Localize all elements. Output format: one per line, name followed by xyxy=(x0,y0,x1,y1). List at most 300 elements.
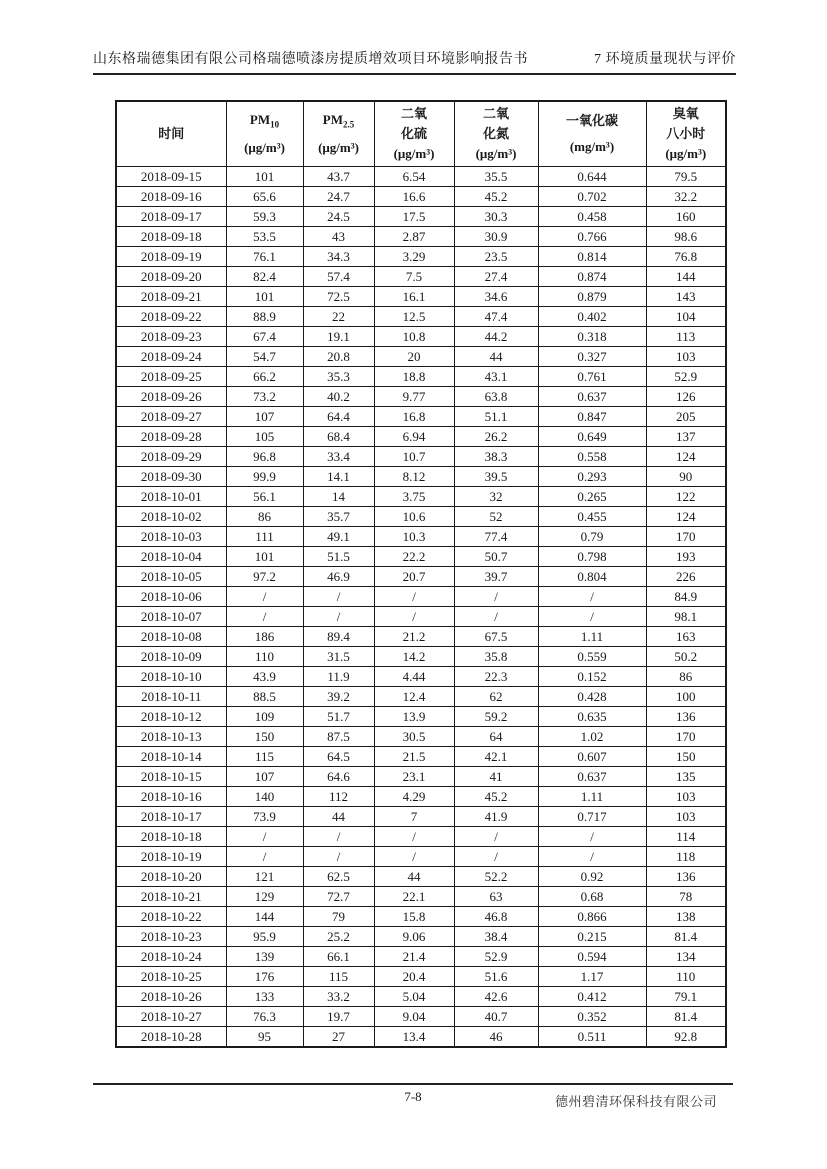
table-cell: 2018-09-26 xyxy=(116,387,226,407)
table-cell: 0.635 xyxy=(538,707,646,727)
table-cell: 42.6 xyxy=(454,987,538,1007)
table-cell: 32.2 xyxy=(646,187,726,207)
footer-company: 德州碧清环保科技有限公司 xyxy=(554,1094,717,1109)
table-row xyxy=(116,967,726,987)
table-cell: 137 xyxy=(646,427,726,447)
table-cell: 86 xyxy=(226,507,303,527)
table-cell: 56.1 xyxy=(226,487,303,507)
table-cell: / xyxy=(226,587,303,607)
table-row xyxy=(116,727,726,747)
table-cell: 114 xyxy=(646,827,726,847)
table-cell: 0.879 xyxy=(538,287,646,307)
table-cell: 64 xyxy=(454,727,538,747)
table-cell: 0.847 xyxy=(538,407,646,427)
table-cell: 76.1 xyxy=(226,247,303,267)
table-cell: 110 xyxy=(646,967,726,987)
table-row xyxy=(116,427,726,447)
table-cell: / xyxy=(303,587,374,607)
table-cell: 0.814 xyxy=(538,247,646,267)
table-cell: 2018-10-08 xyxy=(116,627,226,647)
table-cell: 92.8 xyxy=(646,1027,726,1048)
table-cell: 46.8 xyxy=(454,907,538,927)
table-cell: 86 xyxy=(646,667,726,687)
table-cell: 0.428 xyxy=(538,687,646,707)
table-cell: 6.94 xyxy=(374,427,454,447)
table-cell: 2018-10-19 xyxy=(116,847,226,867)
table-cell: 89.4 xyxy=(303,627,374,647)
table-cell: 88.9 xyxy=(226,307,303,327)
table-cell: 2018-10-06 xyxy=(116,587,226,607)
table-cell: 14.1 xyxy=(303,467,374,487)
table-cell: 98.1 xyxy=(646,607,726,627)
table-cell: 35.7 xyxy=(303,507,374,527)
table-cell: 27.4 xyxy=(454,267,538,287)
table-cell: 57.4 xyxy=(303,267,374,287)
table-cell: 33.2 xyxy=(303,987,374,1007)
table-cell: 66.2 xyxy=(226,367,303,387)
table-cell: 110 xyxy=(226,647,303,667)
table-row xyxy=(116,887,726,907)
table-cell: 2018-09-17 xyxy=(116,207,226,227)
table-cell: 186 xyxy=(226,627,303,647)
table-cell: 9.77 xyxy=(374,387,454,407)
table-cell: 0.79 xyxy=(538,527,646,547)
table-cell: / xyxy=(454,587,538,607)
table-cell: 2018-10-26 xyxy=(116,987,226,1007)
table-header-row xyxy=(116,101,726,167)
table-cell: 0.649 xyxy=(538,427,646,447)
table-cell: 2018-09-27 xyxy=(116,407,226,427)
table-cell: 43 xyxy=(303,227,374,247)
table-cell: 30.9 xyxy=(454,227,538,247)
table-cell: 2018-10-28 xyxy=(116,1027,226,1048)
table-cell: 78 xyxy=(646,887,726,907)
table-cell: 0.293 xyxy=(538,467,646,487)
table-cell: 44 xyxy=(374,867,454,887)
table-cell: 39.7 xyxy=(454,567,538,587)
table-cell: 107 xyxy=(226,767,303,787)
table-cell: 193 xyxy=(646,547,726,567)
table-row xyxy=(116,867,726,887)
table-cell: 2018-10-22 xyxy=(116,907,226,927)
table-cell: 26.2 xyxy=(454,427,538,447)
table-cell: 0.215 xyxy=(538,927,646,947)
table-cell: 39.2 xyxy=(303,687,374,707)
table-cell: 67.4 xyxy=(226,327,303,347)
table-cell: 2018-10-17 xyxy=(116,807,226,827)
table-cell: 52.2 xyxy=(454,867,538,887)
table-cell: 6.54 xyxy=(374,167,454,187)
table-cell: 163 xyxy=(646,627,726,647)
table-cell: 2018-10-13 xyxy=(116,727,226,747)
table-cell: 34.6 xyxy=(454,287,538,307)
table-row xyxy=(116,267,726,287)
table-cell: 2018-10-12 xyxy=(116,707,226,727)
table-cell: 24.7 xyxy=(303,187,374,207)
table-row xyxy=(116,1027,726,1048)
table-cell: 14 xyxy=(303,487,374,507)
header-left-title: 山东格瑞德集团有限公司格瑞德喷漆房提质增效项目环境影响报告书 xyxy=(93,52,528,67)
table-cell: 0.644 xyxy=(538,167,646,187)
table-cell: 23.1 xyxy=(374,767,454,787)
table-cell: 2018-10-02 xyxy=(116,507,226,527)
table-cell: 2018-09-21 xyxy=(116,287,226,307)
table-row xyxy=(116,187,726,207)
table-cell: 0.874 xyxy=(538,267,646,287)
table-cell: 18.8 xyxy=(374,367,454,387)
table-row xyxy=(116,687,726,707)
table-cell: 2018-10-21 xyxy=(116,887,226,907)
table-cell: 115 xyxy=(226,747,303,767)
table-cell: 126 xyxy=(646,387,726,407)
table-cell: 1.17 xyxy=(538,967,646,987)
table-cell: 35.3 xyxy=(303,367,374,387)
table-cell: 0.402 xyxy=(538,307,646,327)
table-cell: 22.3 xyxy=(454,667,538,687)
table-cell: 79 xyxy=(303,907,374,927)
table-cell: 73.9 xyxy=(226,807,303,827)
table-cell: 20.4 xyxy=(374,967,454,987)
table-cell: 2018-09-20 xyxy=(116,267,226,287)
table-cell: 25.2 xyxy=(303,927,374,947)
table-cell: 2018-09-30 xyxy=(116,467,226,487)
table-cell: 63 xyxy=(454,887,538,907)
table-cell: 2018-10-04 xyxy=(116,547,226,567)
table-row xyxy=(116,647,726,667)
table-cell: 2018-09-24 xyxy=(116,347,226,367)
table-row xyxy=(116,987,726,1007)
table-cell: 51.7 xyxy=(303,707,374,727)
table-row xyxy=(116,307,726,327)
table-cell: 76.8 xyxy=(646,247,726,267)
table-row xyxy=(116,467,726,487)
table-cell: 95 xyxy=(226,1027,303,1048)
table-cell: 9.04 xyxy=(374,1007,454,1027)
table-cell: 33.4 xyxy=(303,447,374,467)
table-cell: 100 xyxy=(646,687,726,707)
table-cell: 66.1 xyxy=(303,947,374,967)
table-cell: 2018-09-16 xyxy=(116,187,226,207)
table-cell: 40.7 xyxy=(454,1007,538,1027)
table-row xyxy=(116,747,726,767)
table-cell: 52.9 xyxy=(646,367,726,387)
table-cell: 96.8 xyxy=(226,447,303,467)
table-cell: 111 xyxy=(226,527,303,547)
running-footer xyxy=(93,1083,733,1111)
table-row xyxy=(116,407,726,427)
table-cell: 15.8 xyxy=(374,907,454,927)
table-cell: 51.6 xyxy=(454,967,538,987)
table-cell: 2018-09-18 xyxy=(116,227,226,247)
table-cell: 88.5 xyxy=(226,687,303,707)
table-cell: 35.5 xyxy=(454,167,538,187)
table-cell: 2018-10-24 xyxy=(116,947,226,967)
table-cell: 99.9 xyxy=(226,467,303,487)
table-cell: 21.2 xyxy=(374,627,454,647)
table-cell: / xyxy=(538,847,646,867)
table-cell: 21.5 xyxy=(374,747,454,767)
table-cell: 97.2 xyxy=(226,567,303,587)
table-cell: 2018-10-03 xyxy=(116,527,226,547)
table-cell: / xyxy=(454,607,538,627)
table-cell: 10.8 xyxy=(374,327,454,347)
table-cell: 59.3 xyxy=(226,207,303,227)
table-cell: 144 xyxy=(226,907,303,927)
table-cell: 1.11 xyxy=(538,787,646,807)
table-cell: 10.3 xyxy=(374,527,454,547)
table-cell: 2018-09-25 xyxy=(116,367,226,387)
table-row xyxy=(116,767,726,787)
column-header: $PM_{2.5}$ (μg/m³) xyxy=(303,101,374,167)
table-cell: 30.3 xyxy=(454,207,538,227)
table-cell: 144 xyxy=(646,267,726,287)
table-cell: 51.5 xyxy=(303,547,374,567)
table-cell: 16.6 xyxy=(374,187,454,207)
table-cell: 0.265 xyxy=(538,487,646,507)
table-cell: 0.318 xyxy=(538,327,646,347)
running-header xyxy=(93,48,736,75)
table-cell: 0.637 xyxy=(538,387,646,407)
table-cell: 2018-10-16 xyxy=(116,787,226,807)
table-cell: 2018-10-10 xyxy=(116,667,226,687)
table-cell: 105 xyxy=(226,427,303,447)
table-cell: 62.5 xyxy=(303,867,374,887)
table-cell: 0.152 xyxy=(538,667,646,687)
table-row xyxy=(116,587,726,607)
table-cell: 17.5 xyxy=(374,207,454,227)
column-header: 时间 xyxy=(116,101,226,167)
table-row xyxy=(116,367,726,387)
table-cell: 118 xyxy=(646,847,726,867)
table-cell: 49.1 xyxy=(303,527,374,547)
table-cell: 139 xyxy=(226,947,303,967)
table-cell: 0.761 xyxy=(538,367,646,387)
table-cell: 2018-10-11 xyxy=(116,687,226,707)
table-cell: 44.2 xyxy=(454,327,538,347)
table-cell: 43.7 xyxy=(303,167,374,187)
table-row xyxy=(116,387,726,407)
table-cell: 51.1 xyxy=(454,407,538,427)
table-cell: 103 xyxy=(646,787,726,807)
table-cell: 90 xyxy=(646,467,726,487)
table-cell: 124 xyxy=(646,447,726,467)
table-cell: 84.9 xyxy=(646,587,726,607)
table-cell: 22.2 xyxy=(374,547,454,567)
table-row xyxy=(116,927,726,947)
table-cell: 2018-10-20 xyxy=(116,867,226,887)
table-cell: 45.2 xyxy=(454,187,538,207)
table-cell: 2018-09-28 xyxy=(116,427,226,447)
table-cell: 9.06 xyxy=(374,927,454,947)
table-cell: 138 xyxy=(646,907,726,927)
table-cell: 79.1 xyxy=(646,987,726,1007)
table-row xyxy=(116,627,726,647)
table-cell: 43.9 xyxy=(226,667,303,687)
table-cell: 134 xyxy=(646,947,726,967)
table-cell: 20.7 xyxy=(374,567,454,587)
table-cell: 0.412 xyxy=(538,987,646,1007)
table-row xyxy=(116,907,726,927)
table-cell: 79.5 xyxy=(646,167,726,187)
table-cell: / xyxy=(303,847,374,867)
table-cell: 2018-10-23 xyxy=(116,927,226,947)
table-cell: 7 xyxy=(374,807,454,827)
table-cell: 14.2 xyxy=(374,647,454,667)
table-cell: 12.4 xyxy=(374,687,454,707)
table-cell: 124 xyxy=(646,507,726,527)
table-cell: 12.5 xyxy=(374,307,454,327)
table-row xyxy=(116,607,726,627)
table-cell: 150 xyxy=(646,747,726,767)
table-cell: 72.7 xyxy=(303,887,374,907)
table-cell: 39.5 xyxy=(454,467,538,487)
table-row xyxy=(116,347,726,367)
table-cell: 72.5 xyxy=(303,287,374,307)
table-cell: 113 xyxy=(646,327,726,347)
table-cell: 62 xyxy=(454,687,538,707)
header-right-section: 7 环境质量现状与评价 xyxy=(594,52,736,67)
table-cell: 20.8 xyxy=(303,347,374,367)
table-cell: 107 xyxy=(226,407,303,427)
table-cell: 38.3 xyxy=(454,447,538,467)
table-cell: 112 xyxy=(303,787,374,807)
table-cell: 2018-10-15 xyxy=(116,767,226,787)
table-cell: 140 xyxy=(226,787,303,807)
table-cell: 77.4 xyxy=(454,527,538,547)
table-cell: 81.4 xyxy=(646,1007,726,1027)
table-row xyxy=(116,707,726,727)
table-cell: 2018-09-15 xyxy=(116,167,226,187)
column-header: 一氧化碳 (mg/m³) xyxy=(538,101,646,167)
table-cell: 52 xyxy=(454,507,538,527)
table-row xyxy=(116,807,726,827)
table-cell: 0.455 xyxy=(538,507,646,527)
table-cell: / xyxy=(374,827,454,847)
table-cell: 103 xyxy=(646,807,726,827)
table-cell: 27 xyxy=(303,1027,374,1048)
table-cell: 10.7 xyxy=(374,447,454,467)
table-cell: 40.2 xyxy=(303,387,374,407)
table-cell: / xyxy=(374,607,454,627)
table-cell: 150 xyxy=(226,727,303,747)
table-cell: 136 xyxy=(646,707,726,727)
table-cell: 31.5 xyxy=(303,647,374,667)
table-cell: 76.3 xyxy=(226,1007,303,1027)
table-cell: 0.717 xyxy=(538,807,646,827)
table-cell: 64.6 xyxy=(303,767,374,787)
table-cell: 64.4 xyxy=(303,407,374,427)
table-row xyxy=(116,547,726,567)
table-cell: 0.804 xyxy=(538,567,646,587)
table-cell: 67.5 xyxy=(454,627,538,647)
table-cell: 121 xyxy=(226,867,303,887)
table-cell: 176 xyxy=(226,967,303,987)
table-cell: 53.5 xyxy=(226,227,303,247)
table-row xyxy=(116,827,726,847)
table-cell: 2018-10-01 xyxy=(116,487,226,507)
table-cell: 133 xyxy=(226,987,303,1007)
table-cell: 101 xyxy=(226,287,303,307)
table-cell: 46.9 xyxy=(303,567,374,587)
table-cell: / xyxy=(374,847,454,867)
table-cell: 98.6 xyxy=(646,227,726,247)
table-cell: 170 xyxy=(646,527,726,547)
table-cell: 0.327 xyxy=(538,347,646,367)
table-cell: 43.1 xyxy=(454,367,538,387)
table-cell: 8.12 xyxy=(374,467,454,487)
table-cell: 2018-09-19 xyxy=(116,247,226,267)
table-cell: 16.8 xyxy=(374,407,454,427)
table-row xyxy=(116,487,726,507)
table-cell: / xyxy=(538,827,646,847)
table-cell: 0.766 xyxy=(538,227,646,247)
table-row xyxy=(116,667,726,687)
table-row xyxy=(116,527,726,547)
table-cell: 122 xyxy=(646,487,726,507)
table-cell: 13.9 xyxy=(374,707,454,727)
table-cell: 2018-10-14 xyxy=(116,747,226,767)
table-cell: 2018-10-07 xyxy=(116,607,226,627)
table-row xyxy=(116,1007,726,1027)
table-cell: 0.594 xyxy=(538,947,646,967)
table-cell: 205 xyxy=(646,407,726,427)
table-cell: 226 xyxy=(646,567,726,587)
table-cell: 47.4 xyxy=(454,307,538,327)
table-cell: 50.7 xyxy=(454,547,538,567)
table-row xyxy=(116,227,726,247)
table-row xyxy=(116,247,726,267)
table-cell: 103 xyxy=(646,347,726,367)
table-cell: 35.8 xyxy=(454,647,538,667)
table-cell: 63.8 xyxy=(454,387,538,407)
table-cell: 101 xyxy=(226,547,303,567)
table-head xyxy=(116,101,726,167)
table-cell: 22 xyxy=(303,307,374,327)
table-row xyxy=(116,207,726,227)
table-cell: 0.352 xyxy=(538,1007,646,1027)
table-cell: 50.2 xyxy=(646,647,726,667)
table-cell: 4.29 xyxy=(374,787,454,807)
table-cell: / xyxy=(303,607,374,627)
table-cell: 68.4 xyxy=(303,427,374,447)
table-cell: 129 xyxy=(226,887,303,907)
table-cell: 22.1 xyxy=(374,887,454,907)
table-row xyxy=(116,947,726,967)
table-cell: 0.607 xyxy=(538,747,646,767)
table-cell: 109 xyxy=(226,707,303,727)
table-cell: 2018-09-23 xyxy=(116,327,226,347)
table-cell: 2018-10-05 xyxy=(116,567,226,587)
table-cell: 101 xyxy=(226,167,303,187)
table-cell: 2018-10-27 xyxy=(116,1007,226,1027)
table-cell: 136 xyxy=(646,867,726,887)
table-cell: 0.798 xyxy=(538,547,646,567)
table-cell: 65.6 xyxy=(226,187,303,207)
table-cell: 5.04 xyxy=(374,987,454,1007)
table-row xyxy=(116,507,726,527)
table-cell: 64.5 xyxy=(303,747,374,767)
table-cell: / xyxy=(303,827,374,847)
air-quality-table xyxy=(115,100,727,1048)
table-cell: 81.4 xyxy=(646,927,726,947)
table-cell: 20 xyxy=(374,347,454,367)
table-cell: 4.44 xyxy=(374,667,454,687)
table-cell: 10.6 xyxy=(374,507,454,527)
table-row xyxy=(116,787,726,807)
table-cell: 2018-10-25 xyxy=(116,967,226,987)
table-cell: 19.1 xyxy=(303,327,374,347)
table-cell: 59.2 xyxy=(454,707,538,727)
